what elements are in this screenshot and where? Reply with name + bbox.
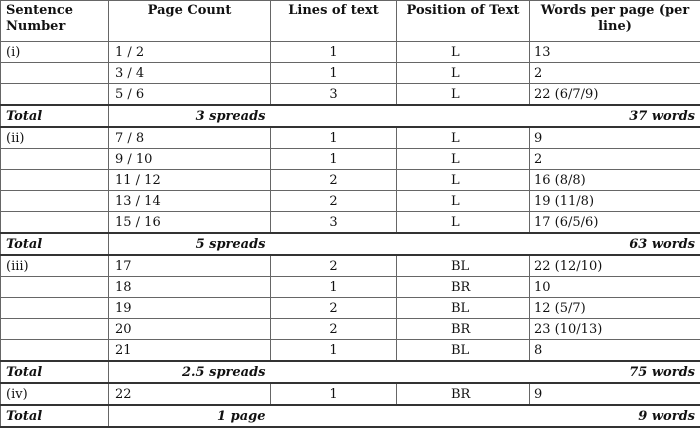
cell-position-of-text: BR xyxy=(397,319,530,340)
cell-sentence-number: (ii) xyxy=(1,127,109,149)
table-row xyxy=(1,191,700,212)
cell-words-per-page: 16 (8/8) xyxy=(530,170,700,191)
header-words-per-page: Words per page (per line) xyxy=(530,1,700,42)
cell-lines-of-text: 2 xyxy=(271,191,397,212)
cell-page-count: 15 / 16 xyxy=(109,212,271,234)
cell-page-count: 3 / 4 xyxy=(109,63,271,84)
table-row xyxy=(1,212,700,234)
cell-words-per-page: 2 xyxy=(530,149,700,170)
cell-page-count: 9 / 10 xyxy=(109,149,271,170)
cell-lines-of-text: 1 xyxy=(271,383,397,405)
cell-lines-of-text: 2 xyxy=(271,319,397,340)
total-words: 75 words xyxy=(530,361,700,383)
table-body xyxy=(1,42,700,428)
cell-page-count: 17 xyxy=(109,255,271,277)
total-row xyxy=(1,233,700,255)
cell-words-per-page: 23 (10/13) xyxy=(530,319,700,340)
cell-words-per-page: 17 (6/5/6) xyxy=(530,212,700,234)
table-row xyxy=(1,319,700,340)
table-row xyxy=(1,127,700,149)
cell-position-of-text: L xyxy=(397,212,530,234)
table-row xyxy=(1,277,700,298)
table-row xyxy=(1,340,700,362)
cell-sentence-number xyxy=(1,170,109,191)
total-label: Total xyxy=(1,361,109,383)
cell-sentence-number xyxy=(1,63,109,84)
total-label: Total xyxy=(1,105,109,127)
header-lines-of-text: Lines of text xyxy=(271,1,397,42)
cell-lines-of-text: 1 xyxy=(271,149,397,170)
total-empty-cell xyxy=(397,105,530,127)
cell-page-count: 11 / 12 xyxy=(109,170,271,191)
cell-sentence-number xyxy=(1,212,109,234)
cell-page-count: 20 xyxy=(109,319,271,340)
cell-words-per-page: 2 xyxy=(530,63,700,84)
cell-page-count: 19 xyxy=(109,298,271,319)
cell-sentence-number xyxy=(1,84,109,106)
cell-sentence-number xyxy=(1,298,109,319)
table-row xyxy=(1,170,700,191)
cell-words-per-page: 22 (6/7/9) xyxy=(530,84,700,106)
total-label: Total xyxy=(1,405,109,427)
cell-lines-of-text: 2 xyxy=(271,298,397,319)
cell-words-per-page: 22 (12/10) xyxy=(530,255,700,277)
cell-lines-of-text: 2 xyxy=(271,255,397,277)
header-page-count: Page Count xyxy=(109,1,271,42)
table-row xyxy=(1,149,700,170)
total-empty-cell xyxy=(271,233,397,255)
table-row xyxy=(1,383,700,405)
total-label: Total xyxy=(1,233,109,255)
cell-lines-of-text: 1 xyxy=(271,277,397,298)
cell-position-of-text: L xyxy=(397,149,530,170)
cell-position-of-text: BR xyxy=(397,277,530,298)
cell-page-count: 1 / 2 xyxy=(109,42,271,63)
cell-position-of-text: BR xyxy=(397,383,530,405)
cell-page-count: 22 xyxy=(109,383,271,405)
cell-words-per-page: 12 (5/7) xyxy=(530,298,700,319)
header-position-of-text: Position of Text xyxy=(397,1,530,42)
cell-words-per-page: 10 xyxy=(530,277,700,298)
total-empty-cell xyxy=(397,233,530,255)
cell-words-per-page: 8 xyxy=(530,340,700,362)
cell-page-count: 18 xyxy=(109,277,271,298)
table-row xyxy=(1,63,700,84)
cell-position-of-text: L xyxy=(397,63,530,84)
cell-words-per-page: 9 xyxy=(530,127,700,149)
cell-words-per-page: 9 xyxy=(530,383,700,405)
cell-sentence-number xyxy=(1,191,109,212)
table-row xyxy=(1,42,700,63)
total-empty-cell xyxy=(397,361,530,383)
cell-position-of-text: L xyxy=(397,84,530,106)
cell-sentence-number: (iv) xyxy=(1,383,109,405)
total-row xyxy=(1,105,700,127)
header-row xyxy=(1,1,700,42)
table-row xyxy=(1,255,700,277)
cell-page-count: 5 / 6 xyxy=(109,84,271,106)
table-row xyxy=(1,84,700,106)
total-spreads: 1 page xyxy=(109,405,271,427)
cell-sentence-number: (iii) xyxy=(1,255,109,277)
table-header xyxy=(1,1,700,42)
cell-position-of-text: L xyxy=(397,191,530,212)
total-spreads: 2.5 spreads xyxy=(109,361,271,383)
cell-sentence-number xyxy=(1,319,109,340)
cell-position-of-text: BL xyxy=(397,298,530,319)
total-words: 63 words xyxy=(530,233,700,255)
cell-words-per-page: 19 (11/8) xyxy=(530,191,700,212)
cell-lines-of-text: 2 xyxy=(271,170,397,191)
total-empty-cell xyxy=(271,105,397,127)
cell-lines-of-text: 3 xyxy=(271,212,397,234)
cell-lines-of-text: 3 xyxy=(271,84,397,106)
cell-words-per-page: 13 xyxy=(530,42,700,63)
total-spreads: 3 spreads xyxy=(109,105,271,127)
cell-sentence-number xyxy=(1,340,109,362)
cell-page-count: 13 / 14 xyxy=(109,191,271,212)
cell-position-of-text: BL xyxy=(397,255,530,277)
total-words: 9 words xyxy=(530,405,700,427)
total-words: 37 words xyxy=(530,105,700,127)
total-row xyxy=(1,361,700,383)
cell-position-of-text: L xyxy=(397,170,530,191)
header-sentence-number: Sentence Number xyxy=(1,1,109,42)
cell-sentence-number xyxy=(1,277,109,298)
cell-page-count: 7 / 8 xyxy=(109,127,271,149)
cell-lines-of-text: 1 xyxy=(271,42,397,63)
cell-page-count: 21 xyxy=(109,340,271,362)
cell-sentence-number: (i) xyxy=(1,42,109,63)
cell-position-of-text: BL xyxy=(397,340,530,362)
cell-lines-of-text: 1 xyxy=(271,340,397,362)
cell-position-of-text: L xyxy=(397,42,530,63)
cell-position-of-text: L xyxy=(397,127,530,149)
cell-lines-of-text: 1 xyxy=(271,63,397,84)
cell-sentence-number xyxy=(1,149,109,170)
total-empty-cell xyxy=(271,361,397,383)
total-spreads: 5 spreads xyxy=(109,233,271,255)
cell-lines-of-text: 1 xyxy=(271,127,397,149)
table-row xyxy=(1,298,700,319)
